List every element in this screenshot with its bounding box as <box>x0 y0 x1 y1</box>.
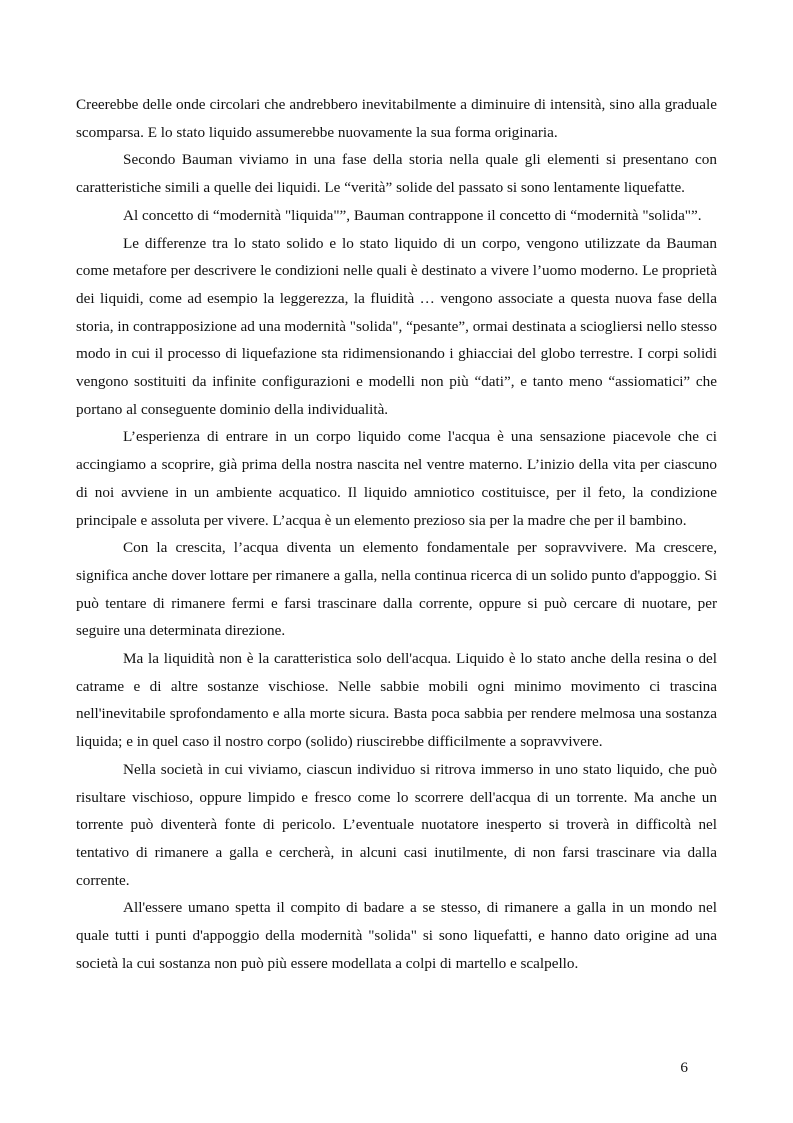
paragraph: Ma la liquidità non è la caratteristica solo dell'acqua. Liquido è lo stato anche della resina o del catrame e di altre sostanze vischiose. Nelle sabbie mobili ogni minimo movimento ci trascina nell'inevitabile sprofondamento e alla morte sicura. Basta poca sabbia per rendere melmosa una sostanza liquida; e in quel caso il nostro corpo (solido) riuscirebbe difficilmente a sopravvivere. <box>76 650 717 751</box>
paragraph: Con la crescita, l’acqua diventa un elemento fondamentale per sopravvivere. Ma crescere, significa anche dover lottare per rimanere a galla, nella continua ricerca di un solido punto d'appoggio. Si può tentare di rimanere fermi e farsi trascinare dalla corrente, oppure si può cercare di nuotare, per seguire una determinata direzione. <box>76 539 717 640</box>
paragraph-continuation: Creerebbe delle onde circolari che andrebbero inevitabilmente a diminuire di intensità, sino alla graduale scomparsa. E lo stato liquido assumerebbe nuovamente la sua forma originaria. <box>76 96 717 141</box>
paragraph: Al concetto di “modernità "liquida"”, Bauman contrappone il concetto di “modernità "solida"”. <box>123 206 702 224</box>
page-number: 6 <box>680 1059 688 1076</box>
document-body <box>76 91 717 978</box>
paragraph: All'essere umano spetta il compito di badare a se stesso, di rimanere a galla in un mondo nel quale tutti i punti d'appoggio della modernità "solida" si sono liquefatti, e hanno dato origine ad una società la cui sostanza non può più essere modellata a colpi di martello e scalpello. <box>76 899 717 972</box>
paragraph: L’esperienza di entrare in un corpo liquido come l'acqua è una sensazione piacevole che ci accingiamo a scoprire, già prima della nostra nascita nel ventre materno. L’inizio della vita per ciascuno di noi avviene in un ambiente acquatico. Il liquido amniotico costituisce, per il feto, la condizione principale e assoluta per vivere. L’acqua è un elemento prezioso sia per la madre che per il bambino. <box>76 428 717 529</box>
paragraph: Le differenze tra lo stato solido e lo stato liquido di un corpo, vengono utilizzate da Bauman come metafore per descrivere le condizioni nelle quali è destinato a vivere l’uomo moderno. Le proprietà dei liquidi, come ad esempio la leggerezza, la fluidità … vengono associate a questa nuova fase della storia, in contrapposizione ad una modernità "solida", “pesante”, ormai destinata a sciogliersi nello stesso modo in cui il processo di liquefazione sta ridimensionando i ghiacciai del globo terrestre. I corpi solidi vengono sostituiti da infinite configurazioni e modelli non più “dati”, e tanto meno “assiomatici” che portano al conseguente dominio della individualità. <box>76 234 717 418</box>
paragraph: Secondo Bauman viviamo in una fase della storia nella quale gli elementi si presentano con caratteristiche simili a quelle dei liquidi. Le “verità” solide del passato si sono lentamente liquefatte. <box>76 151 717 197</box>
paragraph: Nella società in cui viviamo, ciascun individuo si ritrova immerso in uno stato liquido, che può risultare vischioso, oppure limpido e fresco come lo scorrere dell'acqua di un torrente. Ma anche un torrente può diventerà fonte di pericolo. L’eventuale nuotatore inesperto si troverà in difficoltà nel tentativo di rimanere a galla e cercherà, in alcuni casi inutilmente, di non farsi trascinare via dalla corrente. <box>76 760 717 889</box>
